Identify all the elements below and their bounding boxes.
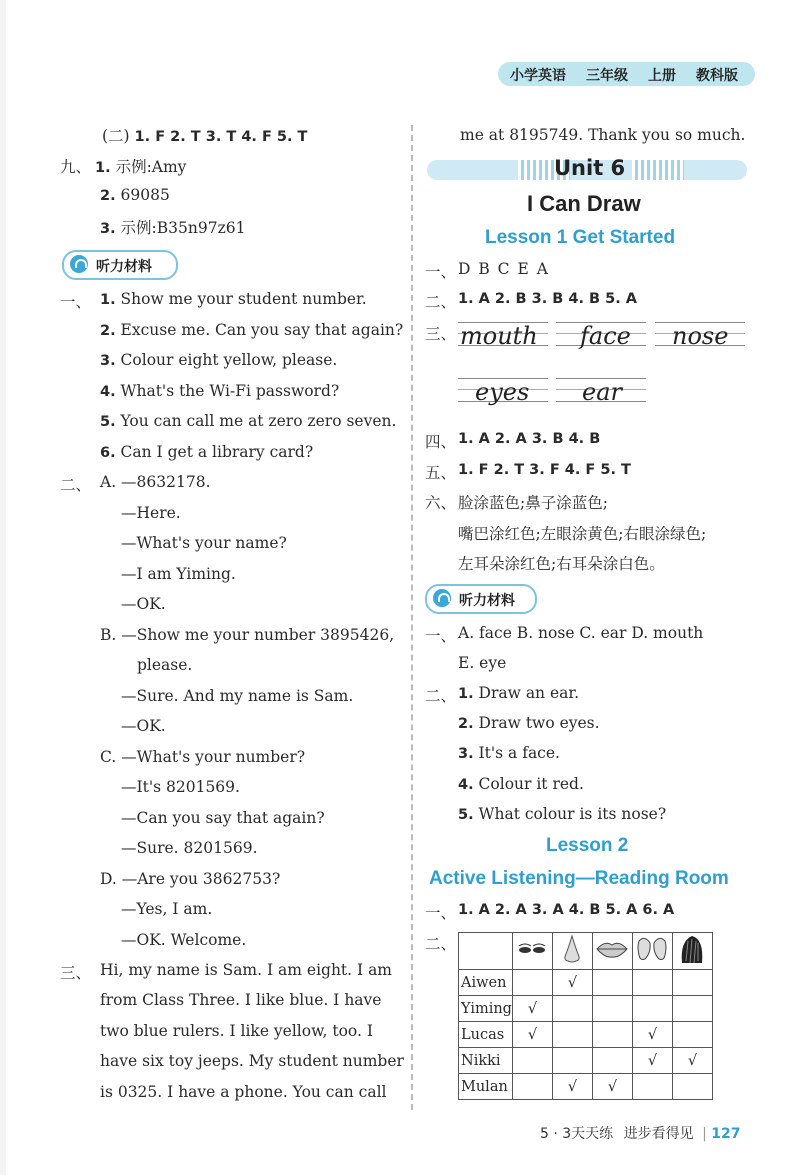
dialog-line: —Sure. And my name is Sam. xyxy=(121,687,354,705)
table-row-name: Mulan xyxy=(459,1074,513,1100)
answer-line: 九、 1. 示例:Amy xyxy=(60,158,187,176)
table-cell xyxy=(592,996,632,1022)
section-mark: 二、 xyxy=(60,476,92,494)
list-item: 4. Colour it red. xyxy=(458,775,584,793)
page-footer: 5 · 3天天练 进步看得见 | 127 xyxy=(540,1126,741,1142)
hair-icon xyxy=(672,933,712,970)
table-corner xyxy=(459,933,513,970)
section-mark: 三、 xyxy=(60,964,92,982)
answer-line: 1. F 2. T 3. F 4. F 5. T xyxy=(458,462,631,478)
footer-brand: 5 · 3天天练 xyxy=(540,1126,614,1142)
listening-material-label: 听力材料 xyxy=(62,250,178,280)
handwritten-word: mouth xyxy=(460,322,538,350)
table-cell: √ xyxy=(672,1048,712,1074)
table-row-name: Aiwen xyxy=(459,970,513,996)
section-mark: 二、 xyxy=(425,935,457,953)
dialog-line: —Sure. 8201569. xyxy=(121,839,258,857)
lesson-subheading: Active Listening—Reading Room xyxy=(429,868,729,889)
table-cell xyxy=(672,996,712,1022)
table-row xyxy=(459,1074,713,1100)
dialog-line: C. —What's your number? xyxy=(100,748,306,766)
mouth-icon xyxy=(592,933,632,970)
dialog-line: —Here. xyxy=(121,504,181,522)
list-item: 3. Colour eight yellow, please. xyxy=(100,351,338,369)
table-cell: √ xyxy=(552,970,592,996)
paragraph-line: me at 8195749. Thank you so much. xyxy=(460,126,746,144)
dialog-line: —OK. Welcome. xyxy=(121,931,247,949)
section-mark: 三、 xyxy=(425,325,457,343)
table-cell xyxy=(672,1074,712,1100)
answer-line: A. face B. nose C. ear D. mouth xyxy=(458,624,704,642)
lesson-heading: Lesson 2 xyxy=(546,835,629,856)
dialog-line: D. —Are you 3862753? xyxy=(100,870,281,888)
nose-icon xyxy=(552,933,592,970)
table-cell xyxy=(672,1022,712,1048)
table-cell xyxy=(512,1048,552,1074)
dialog-line: please. xyxy=(137,656,193,674)
table-cell: √ xyxy=(552,1074,592,1100)
list-item: 3. It's a face. xyxy=(458,744,560,762)
table-row xyxy=(459,1048,713,1074)
table-cell xyxy=(592,1022,632,1048)
table-cell xyxy=(592,1048,632,1074)
list-item: 6. Can I get a library card? xyxy=(100,443,314,461)
unit-title: Unit 6 xyxy=(554,156,626,180)
listening-material-label: 听力材料 xyxy=(425,584,537,614)
headphones-icon xyxy=(70,255,88,273)
answer-line: 1. A 2. A 3. A 4. B 5. A 6. A xyxy=(458,902,675,918)
paragraph-line: two blue rulers. I like yellow, too. I xyxy=(100,1022,373,1040)
table-cell: √ xyxy=(632,1022,672,1048)
table-cell: √ xyxy=(632,1048,672,1074)
table-cell: √ xyxy=(512,996,552,1022)
answer-line: 嘴巴涂红色;左眼涂黄色;右眼涂绿色; xyxy=(458,525,707,543)
table-cell xyxy=(632,970,672,996)
section-mark: 一、 xyxy=(425,627,457,645)
header-tag xyxy=(498,62,755,86)
answer-line: D B C E A xyxy=(458,260,548,278)
answer-line: 脸涂蓝色;鼻子涂蓝色; xyxy=(458,494,608,512)
table-row-name: Lucas xyxy=(459,1022,513,1048)
headphones-icon xyxy=(433,589,451,607)
table-cell xyxy=(552,1022,592,1048)
banner-stripes xyxy=(632,160,684,180)
list-item: 5. What colour is its nose? xyxy=(458,805,667,823)
table-cell xyxy=(672,970,712,996)
header-volume: 上册 xyxy=(648,68,676,84)
dialog-line: —I am Yiming. xyxy=(121,565,236,583)
answer-table xyxy=(458,932,713,1100)
dialog-line: —Yes, I am. xyxy=(121,900,213,918)
section-mark: 一、 xyxy=(60,293,92,311)
table-row xyxy=(459,996,713,1022)
answer-line: 左耳朵涂红色;右耳朵涂白色。 xyxy=(458,555,665,573)
header-grade: 三年级 xyxy=(586,68,628,84)
paragraph-line: is 0325. I have a phone. You can call xyxy=(100,1083,387,1101)
table-cell xyxy=(552,1048,592,1074)
paragraph-line: Hi, my name is Sam. I am eight. I am xyxy=(100,961,393,979)
list-item: 1. Show me your student number. xyxy=(100,290,367,308)
ears-icon xyxy=(632,933,672,970)
section-mark: 一、 xyxy=(425,263,457,281)
list-item: 2. Draw two eyes. xyxy=(458,714,600,732)
answer-line: (二) 1. F 2. T 3. T 4. F 5. T xyxy=(102,127,308,145)
table-header-row xyxy=(459,933,713,970)
answer-line: 3. 示例:B35n97z61 xyxy=(100,219,246,237)
handwritten-word: ear xyxy=(582,378,622,406)
section-mark: 五、 xyxy=(425,464,457,482)
answer-line: E. eye xyxy=(458,654,507,672)
table-row-name: Nikki xyxy=(459,1048,513,1074)
table-cell xyxy=(512,1074,552,1100)
unit-subtitle: I Can Draw xyxy=(527,191,641,216)
table-cell xyxy=(632,996,672,1022)
section-mark: 四、 xyxy=(425,433,457,451)
table-cell xyxy=(552,996,592,1022)
dialog-line: —Can you say that again? xyxy=(121,809,325,827)
page-number: 127 xyxy=(711,1126,741,1142)
dialog-line: —OK. xyxy=(121,595,166,613)
header-edition: 教科版 xyxy=(696,68,738,84)
footer-slogan: 进步看得见 xyxy=(623,1126,694,1142)
section-mark: 二、 xyxy=(425,293,457,311)
answer-line: 1. A 2. A 3. B 4. B xyxy=(458,431,601,447)
table-row xyxy=(459,970,713,996)
dialog-line: —OK. xyxy=(121,717,166,735)
handwritten-word: face xyxy=(580,322,631,350)
table-cell xyxy=(512,970,552,996)
section-mark: 一、 xyxy=(425,904,457,922)
section-mark: 二、 xyxy=(425,687,457,705)
page-edge-shadow xyxy=(0,0,6,1175)
dialog-line: B. —Show me your number 3895426, xyxy=(100,626,395,644)
list-item: 2. Excuse me. Can you say that again? xyxy=(100,321,404,339)
table-cell: √ xyxy=(512,1022,552,1048)
eyes-icon xyxy=(512,933,552,970)
lesson-heading: Lesson 1 Get Started xyxy=(485,227,676,248)
answer-line: 1. A 2. B 3. B 4. B 5. A xyxy=(458,291,638,307)
section-mark: 六、 xyxy=(425,494,457,512)
answer-line: 2. 69085 xyxy=(100,186,170,204)
dialog-line: A. —8632178. xyxy=(100,473,211,491)
handwritten-word: nose xyxy=(672,322,729,350)
dialog-line: —It's 8201569. xyxy=(121,778,240,796)
column-divider xyxy=(411,125,413,1110)
table-row-name: Yiming xyxy=(459,996,513,1022)
table-cell xyxy=(592,970,632,996)
handwritten-word: eyes xyxy=(475,378,530,406)
header-subject: 小学英语 xyxy=(510,68,566,84)
table-row xyxy=(459,1022,713,1048)
list-item: 4. What's the Wi-Fi password? xyxy=(100,382,340,400)
paragraph-line: from Class Three. I like blue. I have xyxy=(100,991,382,1009)
dialog-line: —What's your name? xyxy=(121,534,287,552)
paragraph-line: have six toy jeeps. My student number xyxy=(100,1052,404,1070)
table-cell xyxy=(632,1074,672,1100)
table-cell: √ xyxy=(592,1074,632,1100)
list-item: 1. Draw an ear. xyxy=(458,684,580,702)
list-item: 5. You can call me at zero zero seven. xyxy=(100,412,397,430)
